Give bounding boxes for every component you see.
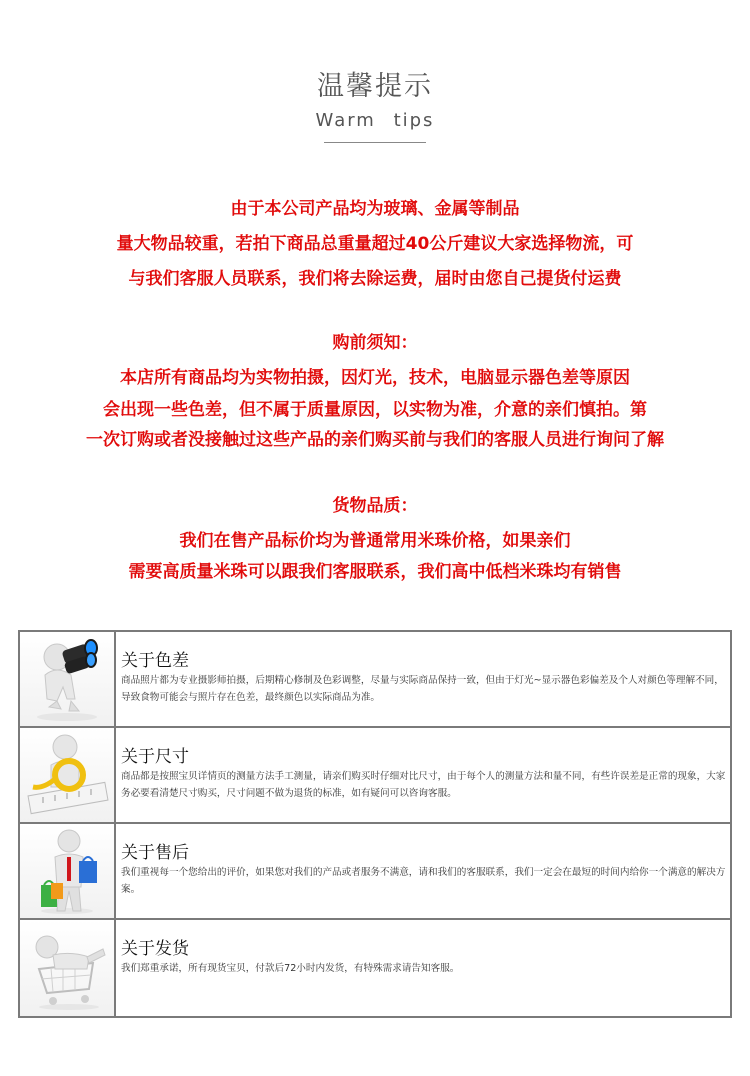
page-title: 温馨提示 [317, 71, 433, 102]
title-divider [324, 142, 426, 143]
purchase-line: 一次订购或者没接触过这些产品的亲们购买前与我们的客服人员进行询问了解 [86, 430, 664, 450]
purchase-line: 会出现一些色差，但不属于质量原因，以实物为准，介意的亲们慎拍。第 [103, 400, 647, 420]
info-icon-cell [20, 728, 116, 822]
measuring-tape-icon [23, 731, 111, 819]
info-row-color [20, 632, 730, 728]
info-table [18, 630, 732, 1018]
info-icon-cell [20, 632, 116, 726]
info-row-text: 我们郑重承诺，所有现货宝贝，付款后72小时内发货，有特殊需求请告知客服。 [121, 963, 460, 974]
quality-line: 需要高质量米珠可以跟我们客服联系，我们高中低档米珠均有销售 [128, 562, 622, 582]
info-row-text: 商品照片都为专业摄影师拍摄，后期精心修制及色彩调整，尽量与实际商品保持一致，但由于灯光~显示器色彩偏差及个人对颜色等理解不同，导致食物可能会与照片存在色差，最终颜色以实际商品为准。 [121, 675, 724, 703]
notice-line: 与我们客服人员联系，我们将去除运费，届时由您自己提货付运费 [128, 269, 622, 289]
info-row-text: 商品都是按照宝贝详情页的测量方法手工测量，请亲们购买时仔细对比尺寸，由于每个人的测量方法和量不同，有些许误差是正常的现象，大家务必要看清楚尺寸购买，尺寸问题不做为退货的标准，如有疑问可以咨询客服。 [121, 771, 726, 799]
notice-line: 由于本公司产品均为玻璃、金属等制品 [230, 199, 520, 219]
info-icon-cell [20, 824, 116, 918]
purchase-line: 本店所有商品均为实物拍摄，因灯光，技术，电脑显示器色差等原因 [120, 368, 630, 388]
info-row-title: 关于发货 [121, 939, 189, 959]
purchase-heading: 购前须知： [332, 333, 418, 353]
info-icon-cell [20, 920, 116, 1016]
notice-line: 量大物品较重，若拍下商品总重量超过40公斤建议大家选择物流，可 [116, 234, 634, 254]
info-row-title: 关于色差 [121, 651, 189, 671]
info-row-text: 我们重视每一个您给出的评价，如果您对我们的产品或者服务不满意，请和我们的客服联系，我们一定会在最短的时间内给你一个满意的解决方案。 [121, 867, 726, 895]
quality-line: 我们在售产品标价均为普通常用米珠价格，如果亲们 [179, 531, 571, 551]
info-row-title: 关于尺寸 [121, 747, 189, 767]
quality-heading: 货物品质： [332, 496, 418, 516]
shopping-cart-icon [23, 923, 111, 1011]
info-row-shipping [20, 920, 730, 1016]
shopping-bags-icon [23, 827, 111, 915]
info-row-size [20, 728, 730, 824]
binoculars-icon [23, 635, 111, 723]
info-row-title: 关于售后 [121, 843, 189, 863]
info-row-aftersales [20, 824, 730, 920]
page-subtitle: Warm tips [315, 110, 435, 131]
